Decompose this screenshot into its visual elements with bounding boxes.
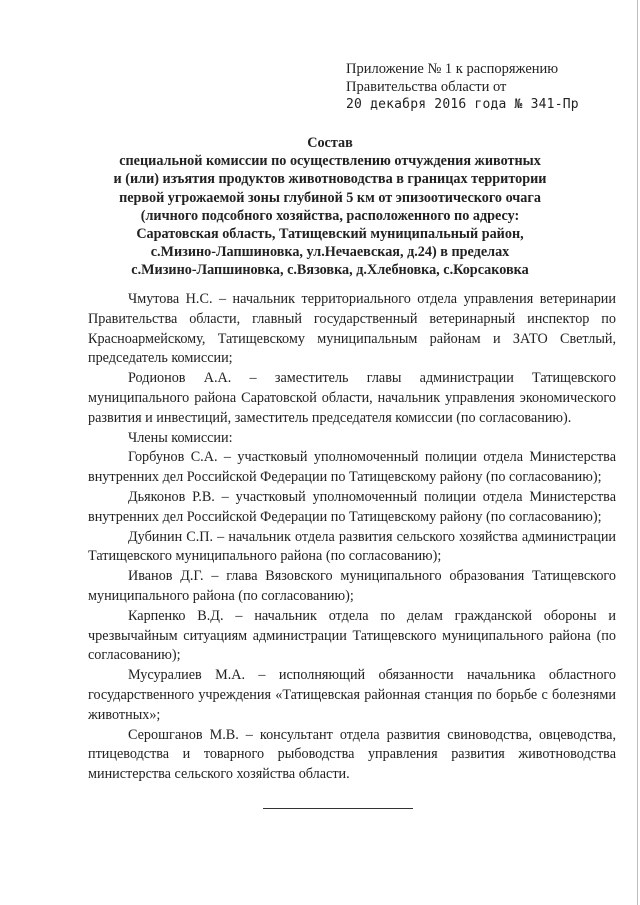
title-line: (личного подсобного хозяйства, расположенного по адресу: <box>140 207 520 224</box>
members-heading: Члены комиссии: <box>128 429 233 446</box>
member-entry: Серошганов М.В. – консультант отдела развития свиноводства, овцеводства, птицеводства и товарного рыбоводства управления развития животноводства министерства сельского хозяйства области. <box>88 726 616 783</box>
appendix-header <box>346 60 626 114</box>
member-entry: Дьяконов Р.В. – участковый уполномоченный полиции отдела Министерства внутренних дел Российской Федерации по Татищевскому району (по согласованию); <box>88 488 616 525</box>
member-entry: Дубинин С.П. – начальник отдела развития сельского хозяйства администрации Татищевского муниципального района (по согласованию); <box>88 528 616 565</box>
closing-rule <box>263 808 413 809</box>
appendix-line-2: Правительства области от <box>346 79 507 95</box>
member-deputy-chair: Родионов А.А. – заместитель главы администрации Татищевского муниципального района Саратовской области, начальник управления экономического развития и инвестиций, заместитель председателя комиссии (по согласованию). <box>88 370 616 426</box>
member-chair: Чмутова Н.С. – начальник территориального отдела управления ветеринарии Правительства области, главный государственный ветеринарный инспектор по Красноармейскому, Татищевскому муниципальным районам и ЗАТО Светлый, председатель комиссии; <box>88 291 616 367</box>
commission-members-list <box>88 290 616 785</box>
title-line: с.Мизино-Лапшиновка, с.Вязовка, д.Хлебновка, с.Корсаковка <box>131 262 529 279</box>
title-line: с.Мизино-Лапшиновка, ул.Нечаевская, д.24) в пределах <box>150 244 510 261</box>
title-line: и (или) изъятия продуктов животноводства в границах территории <box>113 171 547 188</box>
member-entry: Карпенко В.Д. – начальник отдела по делам гражданской обороны и чрезвычайным ситуациям администрации Татищевского муниципального района (по согласованию); <box>88 607 616 664</box>
page-edge <box>637 0 638 905</box>
appendix-date-number: 20 декабря 2016 года № 341-Пр <box>346 97 579 112</box>
member-entry: Иванов Д.Г. – глава Вязовского муниципального образования Татищевского муниципального района (по согласованию); <box>88 568 616 604</box>
title-line: специальной комиссии по осуществлению отчуждения животных <box>119 153 541 170</box>
member-entry: Мусуралиев М.А. – исполняющий обязанности начальника областного государственного учреждения «Татищевская районная станция по борьбе с болезнями животных»; <box>88 667 616 723</box>
title-line: Саратовская область, Татищевский муниципальный район, <box>136 226 524 243</box>
title-line: Состав <box>307 135 353 151</box>
appendix-line-1: Приложение № 1 к распоряжению <box>346 61 559 77</box>
title-line: первой угрожаемой зоны глубиной 5 км от эпизоотического очага <box>119 189 541 206</box>
document-title <box>60 134 600 280</box>
member-entry: Горбунов С.А. – участковый уполномоченный полиции отдела Министерства внутренних дел Российской Федерации по Татищевскому району (по согласованию); <box>88 449 616 486</box>
